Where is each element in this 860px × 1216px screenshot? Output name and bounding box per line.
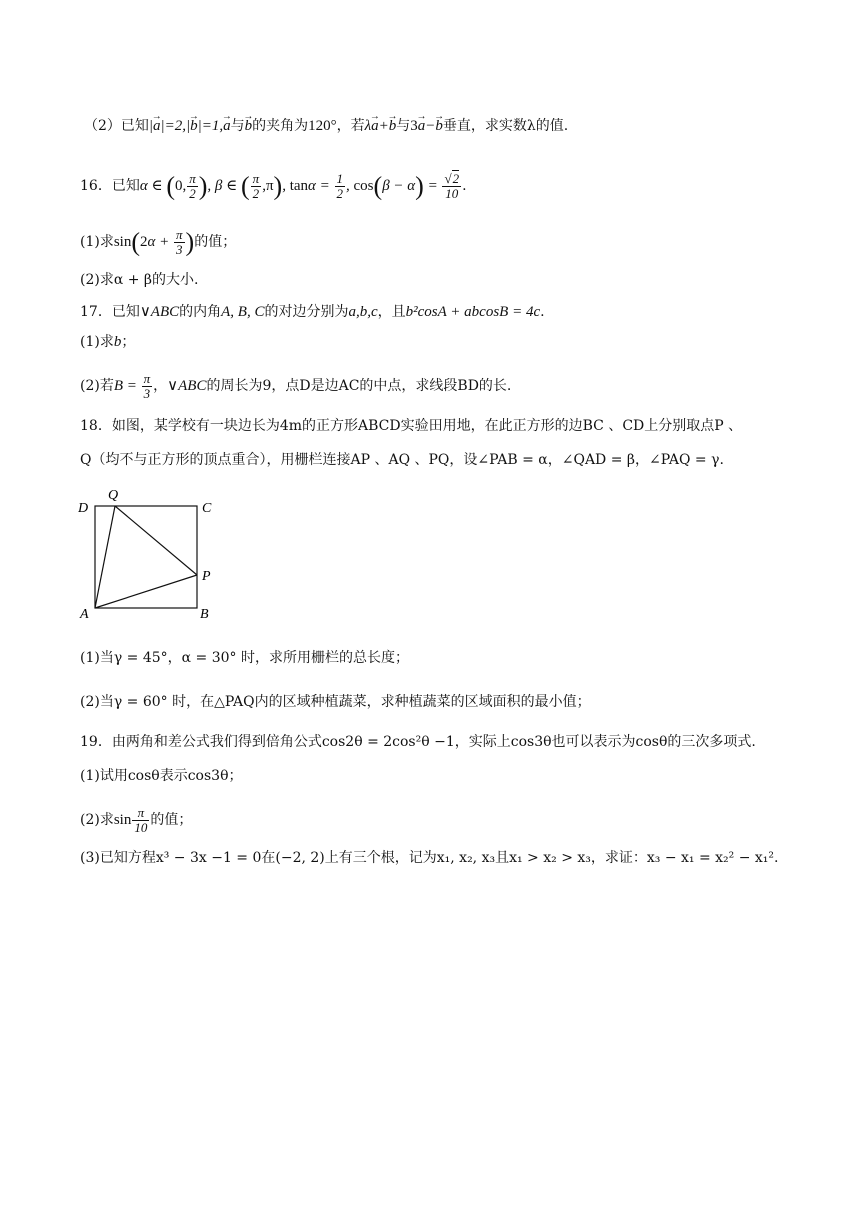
q19-part1: (1)试用cosθ表示cos3θ； (80, 768, 243, 784)
segment-ap (95, 575, 197, 608)
label-c: C (202, 501, 212, 516)
q16-part1: (1)求sin(2α + $\frac{\pi}{3}$ )的值； (80, 227, 237, 258)
segment-aq (95, 506, 115, 608)
q16-stem: 16．已知α ∈ (0, $\frac{\pi}{2}$ ), β ∈ ( $\frac{\pi}{2}$ ,π), tanα = $\frac{1}{2}$ , cos(β − α) = $\frac{√2}{10}$ . (80, 171, 467, 202)
q17-part2: (2)若B = $\frac{\pi}{3}$ ，∨ABC的周长为9，点D是边AC的中点，求线段BD的长. (80, 371, 512, 402)
q15-expr1: λa →+b → (365, 118, 397, 134)
square-figure (78, 486, 228, 622)
q16-part2: (2)求α + β的大小. (80, 272, 199, 288)
segment-pq (115, 506, 197, 575)
q18-stem-line2: Q（均不与正方形的顶点重合），用栅栏连接AP 、AQ 、PQ，设∠PAB = α，∠QAD = β，∠PAQ = γ. (80, 452, 724, 468)
q18-part1: (1)当γ = 45°，α = 30° 时，求所用栅栏的总长度； (80, 650, 409, 666)
label-q: Q (108, 488, 119, 503)
square-abcd (95, 506, 197, 608)
q15-given: |a →|=2,|b →|=1, (149, 118, 223, 134)
q19-stem: 19．由两角和差公式我们得到倍角公式cos2θ = 2cos²θ −1，实际上cos3θ也可以表示为cosθ的三次多项式. (80, 734, 756, 750)
q17-part1: (1)求b； (80, 334, 136, 350)
q15-expr2: 3a →−b → (410, 118, 443, 134)
label-p: P (202, 569, 211, 584)
q18-stem-line1: 18．如图，某学校有一块边长为4m的正方形ABCD实验田用地，在此正方形的边BC 、CD上分别取点P 、 (80, 418, 743, 434)
label-a: A (80, 607, 89, 622)
q16-conditions: α ∈ (0, $\frac{\pi}{2}$ ), β ∈ ( $\frac{\pi}{2}$ ,π), tanα = $\frac{1}{2}$ , cos(β − α) = $\frac{√2}{10}$ (139, 171, 460, 202)
label-d: D (78, 501, 89, 516)
q15-part2: （2）已知|a →|=2,|b →|=1,a →与b →的夹角为120°，若λa →+b →与3a →−b →垂直，求实数λ的值. (84, 112, 800, 140)
q19-part2: (2)求sin $\frac{\pi}{10}$ 的值； (80, 805, 193, 836)
q18-part2: (2)当γ = 60° 时，在△PAQ内的区域种植蔬菜，求种植蔬菜的区域面积的最小值； (80, 694, 591, 710)
label-b: B (200, 607, 209, 622)
q19-part3: (3)已知方程x³ − 3x −1 = 0在(−2, 2)上有三个根，记为x₁, x₂, x₃且x₁ > x₂ > x₃，求证：x₃ − x₁ = x₂² − x₁². (80, 850, 779, 866)
q17-stem: 17．已知∨ABC的内角A, B, C的对边分别为a,b,c，且b²cosA + abcosB = 4c. (80, 304, 545, 320)
